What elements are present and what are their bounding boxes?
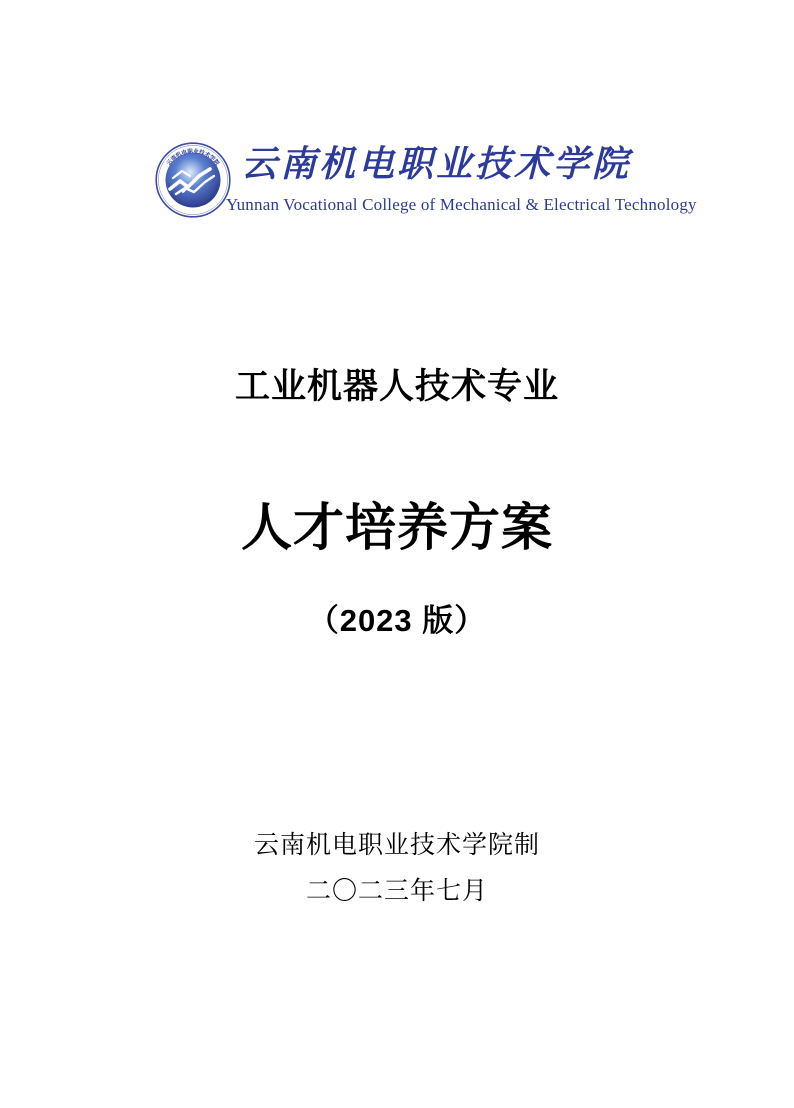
college-name-en: Yunnan Vocational College of Mechanical & Electrical Technology	[226, 195, 697, 214]
emblem-arc-text-en: Yunnan Vocational College of Mechanical & Electrical Technology	[167, 182, 219, 209]
main-title: 人才培养方案	[240, 499, 553, 556]
college-name-zh: 云南机电职业技术学院	[241, 144, 632, 184]
date-line: 二〇二三年七月	[305, 877, 488, 905]
footer	[0, 822, 794, 914]
emblem-arc-text: 云南机电职业技术学院	[165, 148, 221, 167]
major-title: 工业机器人技术专业	[234, 367, 559, 406]
issuer-line: 云南机电职业技术学院制	[253, 831, 540, 859]
college-logo	[155, 140, 697, 220]
edition-label: （2023 版）	[307, 603, 487, 638]
college-emblem-icon	[155, 142, 231, 218]
